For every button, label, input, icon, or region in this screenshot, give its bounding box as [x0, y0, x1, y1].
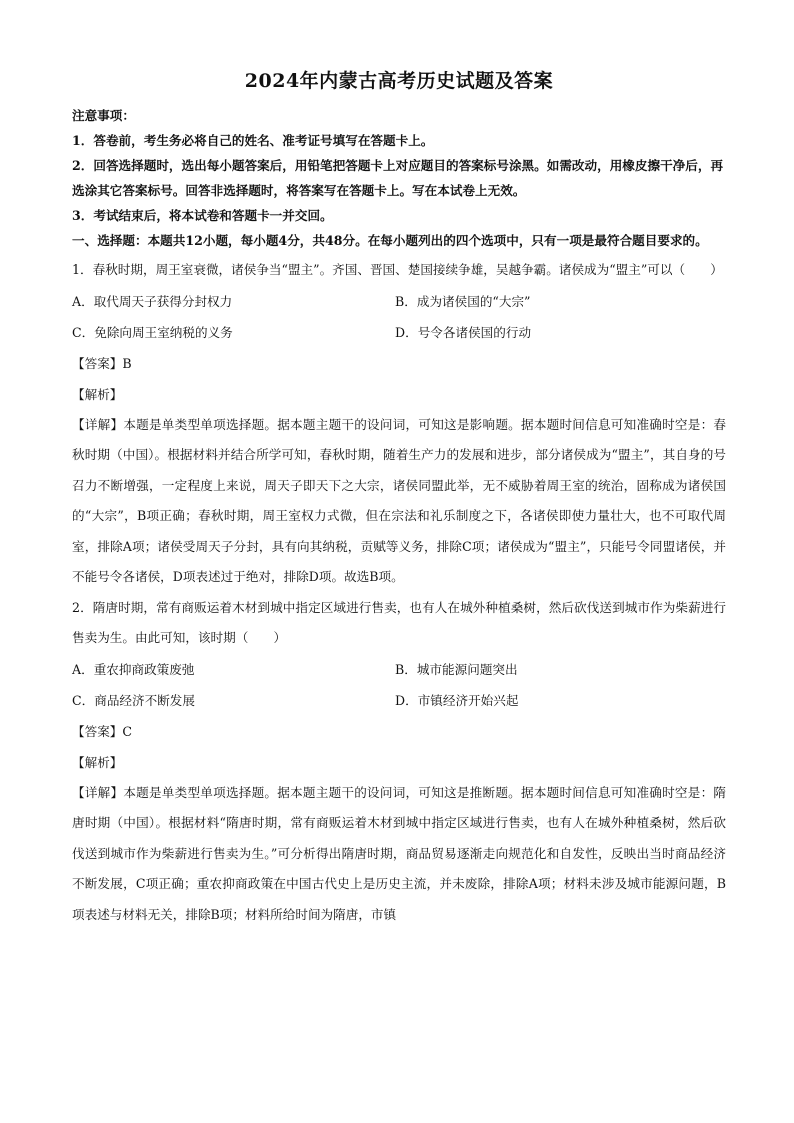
options-row — [72, 317, 726, 348]
answer-label: 【答案】C — [72, 723, 133, 739]
detail-text: 【详解】本题是单类型单项选择题。据本题主题干的设问词，可知这是影响题。据本题时间信息可知准确时空是：春秋时期（中国）。根据材料并结合所学可知，春秋时期，随着生产力的发展和进步，部分诸侯成为“盟主”，其自身的号召力不断增强，一定程度上来说，周天子即天下之大宗，诸侯同盟此举，无不威胁着周王室的统治，固称成为诸侯国的“大宗”，B项正确；春秋时期，周王室权力式微，但在宗法和礼乐制度之下，各诸侯即使力量壮大，也不可取代周室，排除A项；诸侯受周天子分封，具有向其纳税，贡赋等义务，排除C项；诸侯成为“盟主”，只能号令同盟诸侯，并不能号令各诸侯，D项表述过于绝对，排除D项。故选B项。 — [72, 416, 726, 584]
options-row — [72, 685, 726, 716]
option-c: C．免除向周王室纳税的义务 — [72, 324, 233, 340]
option-a: A．重农抑商政策废弛 — [72, 661, 195, 677]
option-d: D．号令各诸侯国的行动 — [395, 324, 532, 340]
answer-label: 【答案】B — [72, 355, 132, 371]
question-stem: 2．隋唐时期，常有商贩运着木材到城中指定区域进行售卖，也有人在城外种植桑树，然后砍伐送到城市作为柴薪进行售卖为生。由此可知，该时期（ ） — [72, 599, 726, 645]
page-title: 2024年内蒙古高考历史试题及答案 — [244, 70, 554, 92]
notice-heading: 注意事项： — [72, 108, 135, 123]
section-heading: 一、选择题：本题共12小题，每小题4分，共48分。在每小题列出的四个选项中，只有一项是最符合题目要求的。 — [72, 233, 708, 248]
question-stem: 1．春秋时期，周王室衰微，诸侯争当“盟主”。齐国、晋国、楚国接续争雄，吴越争霸。诸侯成为“盟主”可以（ ） — [72, 262, 723, 277]
option-c: C．商品经济不断发展 — [72, 692, 195, 708]
analysis-label: 【解析】 — [72, 754, 123, 770]
options-row — [72, 654, 726, 685]
document-page — [72, 66, 726, 930]
option-b: B．城市能源问题突出 — [395, 661, 518, 677]
option-d: D．市镇经济开始兴起 — [395, 692, 519, 708]
option-b: B．成为诸侯国的“大宗” — [395, 293, 531, 309]
notice-item: 2．回答选择题时，选出每小题答案后，用铅笔把答题卡上对应题目的答案标号涂黑。如需改动，用橡皮擦干净后，再选涂其它答案标号。回答非选择题时，将答案写在答题卡上。写在本试卷上无效。 — [72, 158, 724, 198]
detail-text: 【详解】本题是单类型单项选择题。据本题主题干的设问词，可知这是推断题。据本题时间信息可知准确时空是：隋唐时期（中国）。根据材料“隋唐时期，常有商贩运着木材到城中指定区域进行售卖，也有人在城外种植桑树，然后砍伐送到城市作为柴薪进行售卖为生。”可分析得出隋唐时期，商品贸易逐渐走向规范化和自发性，反映出当时商品经济不断发展，C项正确；重农抑商政策在中国古代史上是历史主流，并未废除，排除A项；材料未涉及城市能源问题，B项表述与材料无关，排除B项；材料所给时间为隋唐，市镇 — [72, 784, 726, 922]
notice-item: 3．考试结束后，将本试卷和答题卡一并交回。 — [72, 208, 333, 223]
analysis-label: 【解析】 — [72, 386, 123, 402]
options-row — [72, 286, 726, 317]
option-a: A．取代周天子获得分封权力 — [72, 293, 233, 309]
notice-item: 1．答卷前，考生务必将自己的姓名、准考证号填写在答题卡上。 — [72, 133, 434, 148]
